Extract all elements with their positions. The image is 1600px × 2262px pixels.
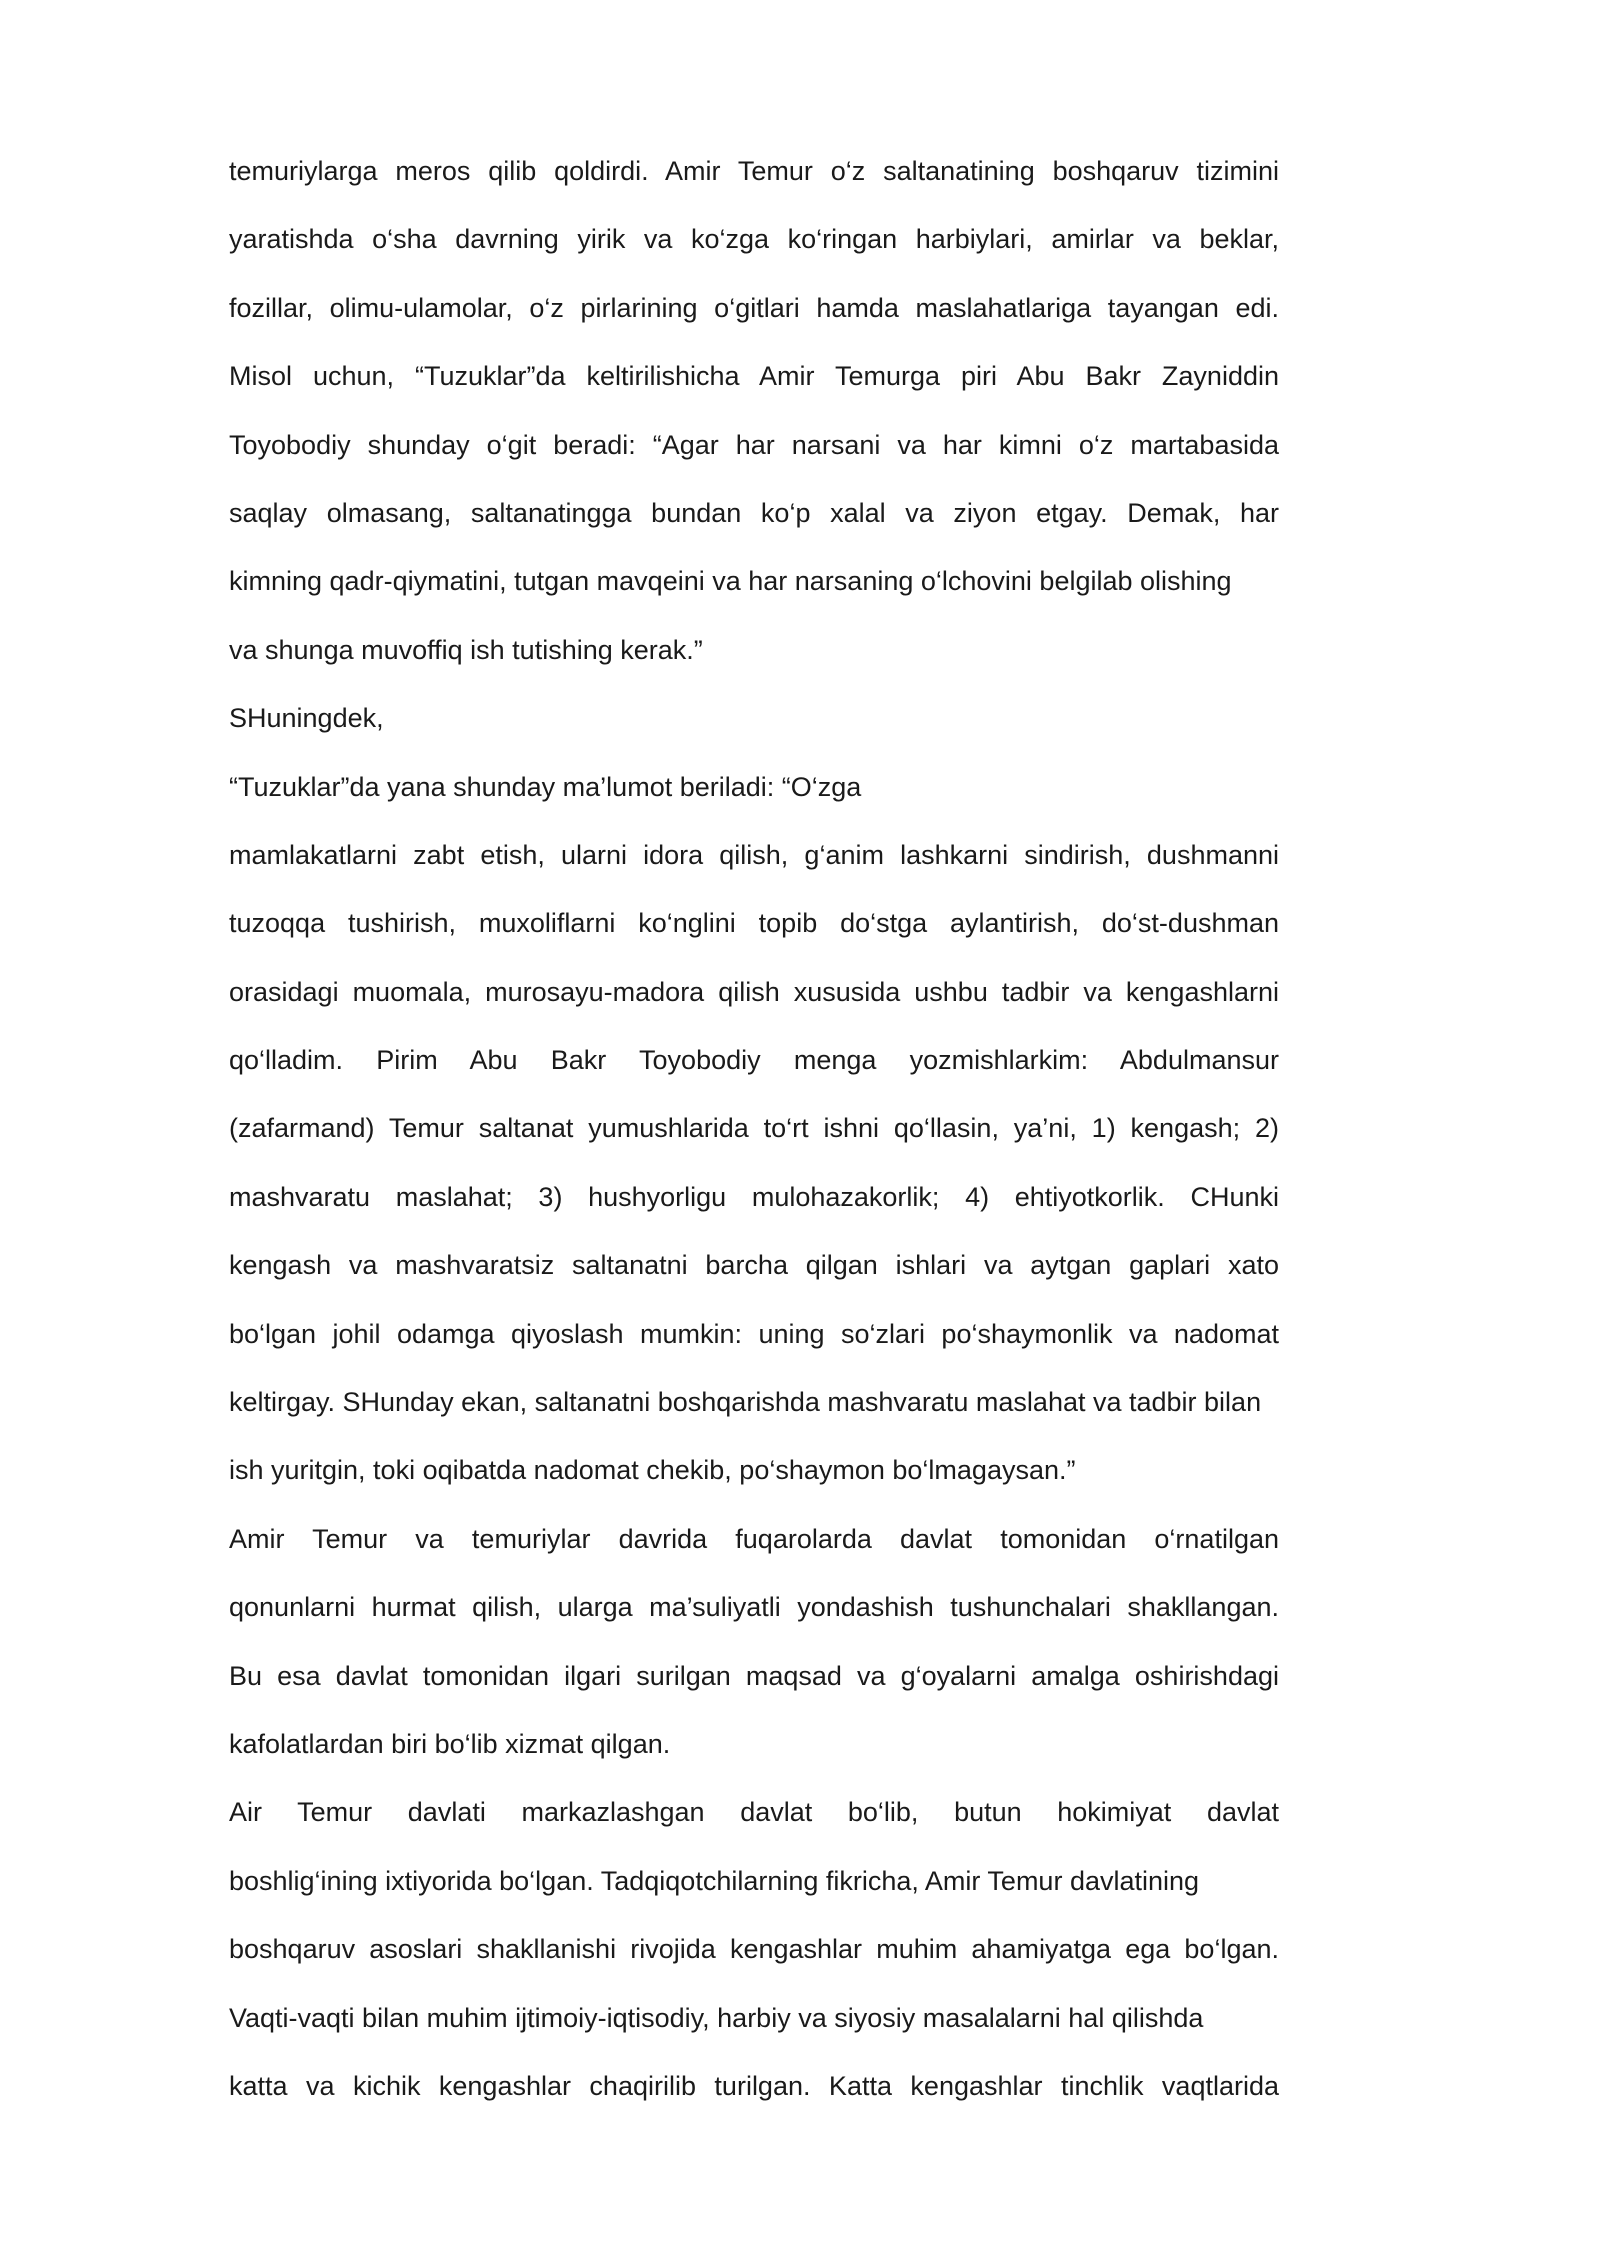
- body-text: [229, 145, 1279, 2128]
- text-line: boshlig‘ining ixtiyorida bo‘lgan. Tadqiqotchilarning fikricha, Amir Temur davlatining: [229, 1865, 1200, 1896]
- text-line: Misol uchun, “Tuzuklar”da keltirilishicha Amir Temurga piri Abu Bakr Zayniddin: [229, 361, 1279, 392]
- text-line: yaratishda o‘sha davrning yirik va ko‘zga ko‘ringan harbiylari, amirlar va beklar,: [229, 224, 1279, 255]
- text-line: kengash va mashvaratsiz saltanatni barcha qilgan ishlari va aytgan gaplari xato: [229, 1250, 1279, 1281]
- text-line: tuzoqqa tushirish, muxoliflarni ko‘nglini topib do‘stga aylantirish, do‘st-dushman: [229, 908, 1279, 939]
- text-line: Vaqti-vaqti bilan muhim ijtimoiy-iqtisodiy, harbiy va siyosiy masalalarni hal qilishda: [229, 2002, 1204, 2033]
- text-line: Air Temur davlati markazlashgan davlat bo‘lib, butun hokimiyat davlat: [229, 1797, 1279, 1828]
- text-line: kafolatlardan biri bo‘lib xizmat qilgan.: [229, 1728, 671, 1759]
- text-line: va shunga muvoffiq ish tutishing kerak.”: [229, 634, 703, 665]
- text-line: bo‘lgan johil odamga qiyoslash mumkin: uning so‘zlari po‘shaymonlik va nadomat: [229, 1318, 1279, 1349]
- text-line: Toyobodiy shunday o‘git beradi: “Agar har narsani va har kimni o‘z martabasida: [229, 429, 1279, 460]
- text-line: katta va kichik kengashlar chaqirilib turilgan. Katta kengashlar tinchlik vaqtlarida: [229, 2070, 1279, 2101]
- text-line: “Tuzuklar”da yana shunday ma’lumot beriladi: “O‘zga: [229, 771, 862, 802]
- text-line: mashvaratu maslahat; 3) hushyorligu mulohazakorlik; 4) ehtiyotkorlik. CHunki: [229, 1181, 1279, 1212]
- text-line: qo‘lladim. Pirim Abu Bakr Toyobodiy menga yozmishlarkim: Abdulmansur: [229, 1045, 1279, 1076]
- text-line: orasidagi muomala, murosayu-madora qilish xususida ushbu tadbir va kengashlarni: [229, 976, 1279, 1007]
- text-line: fozillar, olimu-ulamolar, o‘z pirlarining o‘gitlari hamda maslahatlariga tayangan edi.: [229, 292, 1279, 323]
- text-line: keltirgay. SHunday ekan, saltanatni boshqarishda mashvaratu maslahat va tadbir bilan: [229, 1387, 1262, 1418]
- text-line: saqlay olmasang, saltanatingga bundan ko‘p xalal va ziyon etgay. Demak, har: [229, 497, 1279, 528]
- text-line: temuriylarga meros qilib qoldirdi. Amir Temur o‘z saltanatining boshqaruv tizimini: [229, 156, 1279, 186]
- text-line: (zafarmand) Temur saltanat yumushlarida to‘rt ishni qo‘llasin, ya’ni, 1) kengash; 2): [229, 1113, 1279, 1144]
- text-line: qonunlarni hurmat qilish, ularga ma’suliyatli yondashish tushunchalari shakllangan.: [229, 1592, 1279, 1623]
- text-line: Amir Temur va temuriylar davrida fuqarolarda davlat tomonidan o‘rnatilgan: [229, 1523, 1279, 1554]
- text-line: SHuningdek,: [229, 703, 384, 734]
- text-line: mamlakatlarni zabt etish, ularni idora qilish, g‘anim lashkarni sindirish, dushmanni: [229, 839, 1279, 870]
- text-line: boshqaruv asoslari shakllanishi rivojida kengashlar muhim ahamiyatga ega bo‘lgan.: [229, 1934, 1279, 1965]
- text-line: ish yuritgin, toki oqibatda nadomat chekib, po‘shaymon bo‘lmagaysan.”: [229, 1455, 1076, 1486]
- text-line: kimning qadr-qiymatini, tutgan mavqeini va har narsaning o‘lchovini belgilab olishing: [229, 566, 1232, 597]
- text-line: Bu esa davlat tomonidan ilgari surilgan maqsad va g‘oyalarni amalga oshirishdagi: [229, 1660, 1279, 1691]
